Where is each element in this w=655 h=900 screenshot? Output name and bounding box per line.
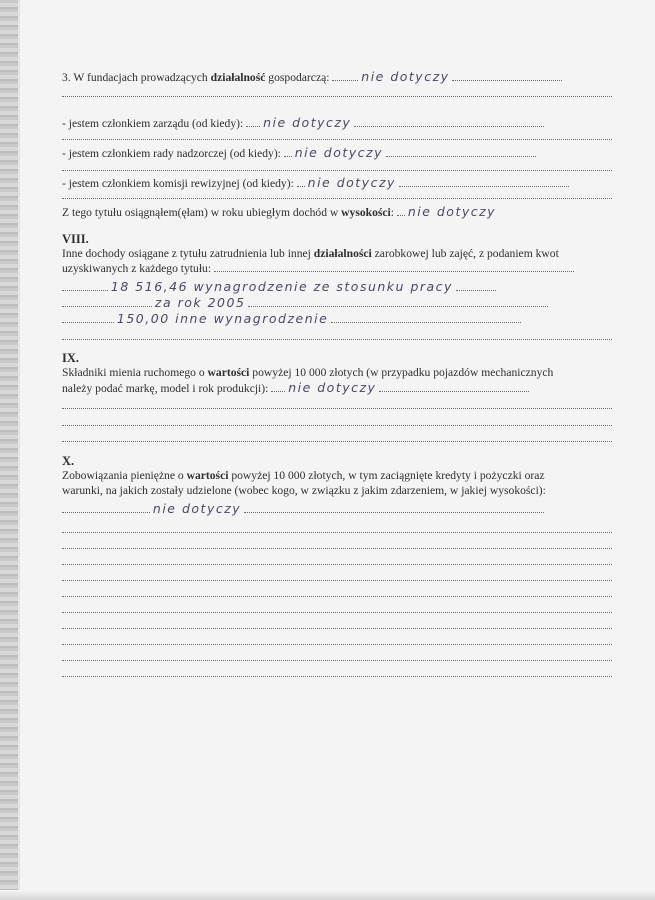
- dotted-line: [62, 425, 612, 426]
- x-text-2: warunki, na jakich zostały udzielone (wobec kogo, w związku z jakim zdarzeniem, w jakiej: [62, 484, 490, 497]
- dotted-line: [62, 96, 612, 97]
- dotted-line: [62, 339, 612, 340]
- dot-leader: [386, 156, 536, 157]
- dot-leader: [62, 512, 150, 513]
- dot-leader: [244, 512, 544, 513]
- dot-leader: [246, 126, 260, 127]
- ix-line1: [62, 366, 612, 380]
- x-line2: [62, 484, 612, 498]
- dotted-line: [62, 548, 612, 549]
- board-line: [62, 116, 612, 131]
- viii-line1: [62, 247, 612, 261]
- viii-text-2: uzyskiwanych z każdego tytułu:: [62, 262, 212, 275]
- dot-leader: [399, 186, 569, 187]
- income-line: [62, 205, 612, 220]
- section-ix-heading: IX.: [62, 351, 80, 365]
- x-bold: wartości: [186, 469, 229, 482]
- scan-bottom-edge: [0, 890, 655, 900]
- supervisory-label: - jestem członkiem rady nadzorczej (od kiedy):: [62, 147, 281, 160]
- ix-text: Składniki mienia ruchomego o: [62, 366, 208, 379]
- handwritten-answer: nie dotyczy: [361, 69, 450, 84]
- foundations-line: [62, 70, 612, 85]
- viii-text: Inne dochody osiągane z tytułu zatrudnienia lub innej: [62, 247, 314, 260]
- foundations-text-end: gospodarczą:: [265, 71, 333, 84]
- dotted-line: [62, 139, 612, 140]
- dotted-line: [62, 170, 612, 171]
- x-text-2-end: ):: [538, 484, 546, 497]
- dot-leader: [62, 306, 152, 307]
- ix-line2: [62, 381, 612, 396]
- x-bold-2: wysokości: [489, 484, 539, 497]
- audit-label: - jestem członkiem komisji rewizyjnej (od kiedy):: [62, 177, 294, 190]
- scan-edge-highlight: [18, 0, 20, 900]
- dot-leader: [248, 306, 548, 307]
- handwritten-answer: nie dotyczy: [152, 501, 242, 516]
- handwritten-answer: 150,00 inne wynagrodzenie: [116, 311, 329, 326]
- income-bold: wysokości: [341, 206, 391, 219]
- handwritten-answer: nie dotyczy: [288, 380, 377, 395]
- dot-leader: [354, 126, 544, 127]
- dotted-line: [62, 198, 612, 199]
- viii-answer-3: [62, 312, 612, 327]
- dot-leader: [62, 290, 108, 291]
- ix-text-2: należy podać markę, model i rok produkcji):: [62, 382, 269, 395]
- viii-answer-2: [62, 296, 612, 311]
- dot-leader: [297, 186, 305, 187]
- x-text-end: powyżej 10 000 złotych, w tym zaciągnięte kredyty i pożyczki oraz: [228, 469, 545, 482]
- dotted-line: [62, 532, 612, 533]
- dotted-line: [62, 676, 612, 677]
- handwritten-answer: za rok 2005: [154, 295, 246, 310]
- dot-leader: [284, 156, 292, 157]
- dot-leader: [332, 80, 358, 81]
- dot-leader: [331, 322, 521, 323]
- foundations-text: 3. W fundacjach prowadzących: [62, 71, 211, 84]
- dotted-line: [62, 564, 612, 565]
- handwritten-answer: 18 516,46 wynagrodzenie ze stosunku pracy: [110, 279, 453, 294]
- dotted-line: [62, 644, 612, 645]
- dotted-line: [62, 580, 612, 581]
- viii-answer-1: [62, 280, 612, 295]
- ix-text-end: powyżej 10 000 złotych (w przypadku pojazdów mechanicznych: [249, 366, 554, 379]
- x-line1: [62, 469, 612, 483]
- dot-leader: [456, 290, 496, 291]
- board-label: - jestem członkiem zarządu (od kiedy):: [62, 117, 244, 130]
- supervisory-line: [62, 146, 612, 161]
- dot-leader: [271, 391, 285, 392]
- viii-bold: działalności: [313, 247, 372, 260]
- dotted-line: [62, 612, 612, 613]
- viii-line2: [62, 262, 612, 276]
- handwritten-answer: nie dotyczy: [294, 145, 383, 160]
- dotted-line: [62, 441, 612, 442]
- dotted-line: [62, 408, 612, 409]
- dotted-line: [62, 660, 612, 661]
- handwritten-answer: nie dotyczy: [307, 175, 396, 190]
- dotted-line: [62, 628, 612, 629]
- dot-leader: [214, 271, 574, 272]
- section-viii-heading: VIII.: [62, 232, 89, 246]
- section-x-heading: X.: [62, 454, 75, 468]
- income-colon: :: [390, 206, 394, 219]
- foundations-bold: działalność: [210, 71, 266, 84]
- handwritten-answer: nie dotyczy: [263, 115, 352, 130]
- dot-leader: [397, 215, 405, 216]
- ix-bold: wartości: [207, 366, 250, 379]
- audit-line: [62, 176, 612, 191]
- dot-leader: [452, 80, 562, 81]
- x-answer: [62, 502, 612, 517]
- handwritten-answer: nie dotyczy: [407, 204, 497, 219]
- dot-leader: [379, 391, 529, 392]
- viii-text-end: zarobkowej lub zajęć, z podaniem kwot: [371, 247, 559, 260]
- income-text: Z tego tytułu osiągnąłem(ęłam) w roku ubiegłym dochód w: [62, 206, 342, 219]
- scan-edge: [0, 0, 18, 900]
- x-text: Zobowiązania pieniężne o: [62, 469, 187, 482]
- dotted-line: [62, 596, 612, 597]
- dot-leader: [62, 322, 114, 323]
